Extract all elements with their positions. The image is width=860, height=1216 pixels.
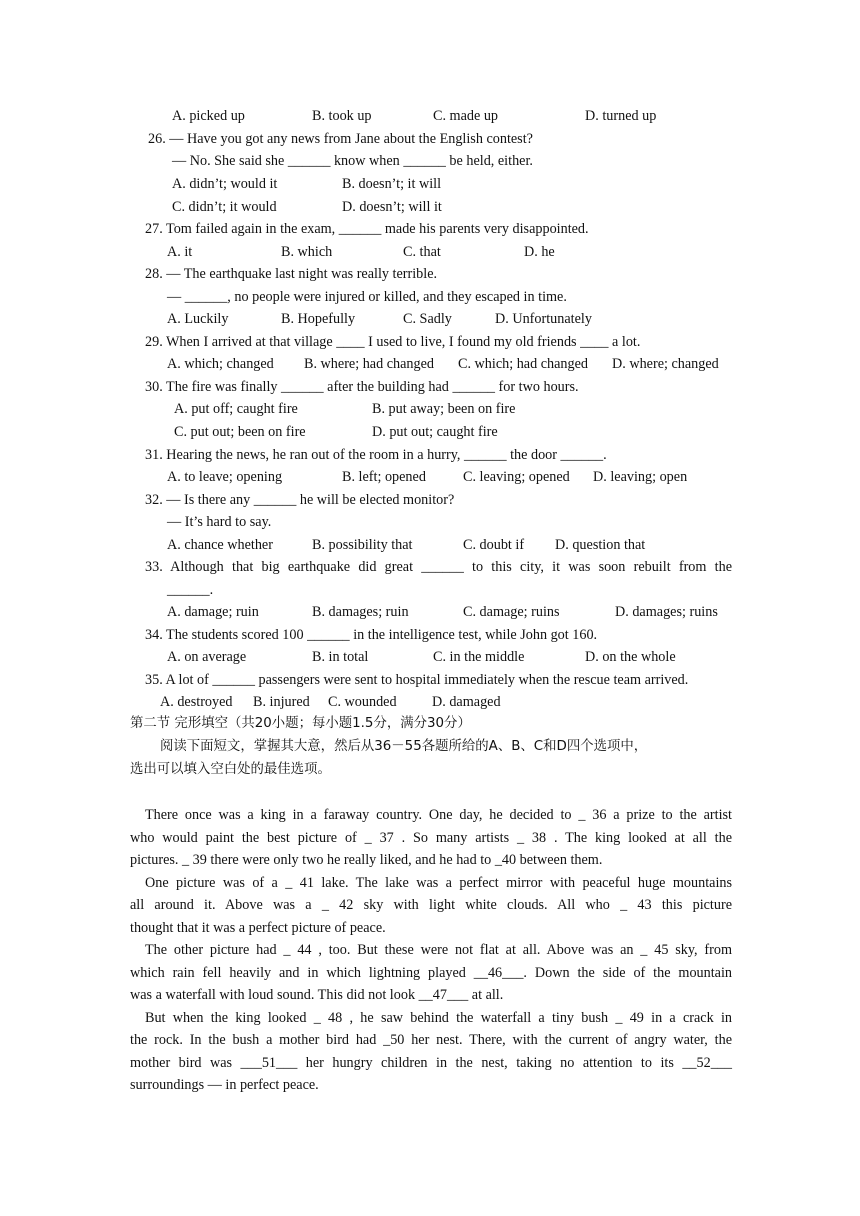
q28-stem: 28. — The earthquake last night was really terrible. xyxy=(145,266,438,282)
option-d: D. question that xyxy=(555,537,646,553)
q27-stem: 27. Tom failed again in the exam, ______ made his parents very disappointed. xyxy=(145,221,589,237)
option-c: C. which; had changed xyxy=(458,356,589,372)
option-c: C. leaving; opened xyxy=(463,469,570,485)
q26-stem: 26. — Have you got any news from Jane about the English contest? xyxy=(148,131,533,147)
option-b: B. Hopefully xyxy=(281,311,356,327)
option-b: B. possibility that xyxy=(312,537,413,553)
option-c: C. made up xyxy=(433,108,499,124)
option-a: A. to leave; opening xyxy=(167,469,283,485)
option-d: D. turned up xyxy=(585,108,657,124)
option-a: A. picked up xyxy=(172,108,245,124)
option-a: A. Luckily xyxy=(167,311,229,327)
option-b: B. injured xyxy=(253,694,310,710)
option-c: C. wounded xyxy=(328,694,397,710)
option-a: A. it xyxy=(167,244,193,260)
q30-stem: 30. The fire was finally ______ after the building had ______ for two hours. xyxy=(145,379,579,395)
option-c: C. in the middle xyxy=(433,649,525,665)
option-b: B. which xyxy=(281,244,333,260)
option-c: C. damage; ruins xyxy=(463,604,560,620)
option-a: A. chance whether xyxy=(167,537,273,553)
q33-stem-line1: 33. Although that big earthquake did great ______ to this city, it was soon rebuilt from the xyxy=(145,559,732,575)
passage-p2-line1: One picture was of a _ 41 lake. The lake was a perfect mirror with peaceful huge mountains xyxy=(145,875,732,891)
option-d: D. damages; ruins xyxy=(615,604,718,620)
passage-p4-line4: surroundings — in perfect peace. xyxy=(130,1077,319,1093)
passage-p3-line2: which rain fell heavily and in which lightning played __46___. Down the side of the mountain xyxy=(130,965,732,981)
q26-reply: — No. She said she ______ know when ______ be held, either. xyxy=(172,153,533,169)
option-b: B. left; opened xyxy=(342,469,426,485)
option-d: D. where; changed xyxy=(612,356,719,372)
option-a: A. on average xyxy=(167,649,247,665)
passage-p2-line2: all around it. Above was a _ 42 sky with light white clouds. All who _ 43 this picture xyxy=(130,897,732,913)
option-d: D. leaving; open xyxy=(593,469,688,485)
section-instruction-line2: 选出可以填入空白处的最佳选项。 xyxy=(130,762,331,777)
option-a: A. destroyed xyxy=(160,694,233,710)
q32-reply: — It’s hard to say. xyxy=(167,514,272,530)
option-a: A. which; changed xyxy=(167,356,274,372)
q35-stem: 35. A lot of ______ passengers were sent to hospital immediately when the rescue team arrived. xyxy=(145,672,689,688)
q34-stem: 34. The students scored 100 ______ in the intelligence test, while John got 160. xyxy=(145,627,598,643)
q31-stem: 31. Hearing the news, he ran out of the room in a hurry, ______ the door ______. xyxy=(145,447,607,463)
passage-p4-line3: mother bird was ___51___ her hungry children in the nest, taking no attention to its __52___ xyxy=(130,1055,732,1071)
option-b: B. took up xyxy=(312,108,372,124)
option-c: C. that xyxy=(403,244,441,260)
option-d: D. damaged xyxy=(432,694,501,710)
option-d: D. he xyxy=(524,244,555,260)
q29-stem: 29. When I arrived at that village ____ I used to live, I found my old friends ____ a lot. xyxy=(145,334,641,350)
option-d: D. put out; caught fire xyxy=(372,424,498,440)
section-instruction-line1: 阅读下面短文，掌握其大意，然后从36－55各题所给的A、B、C和D四个选项中， xyxy=(160,739,648,754)
option-c: C. doubt if xyxy=(463,537,525,553)
option-d: D. Unfortunately xyxy=(495,311,592,327)
passage-p3-line1: The other picture had _ 44 , too. But these were not flat at all. Above was an _ 45 sky, from xyxy=(145,942,732,958)
option-c: C. put out; been on fire xyxy=(174,424,306,440)
passage-p4-line1: But when the king looked _ 48 , he saw behind the waterfall a tiny bush _ 49 in a crack in xyxy=(145,1010,732,1026)
option-b: B. put away; been on fire xyxy=(372,401,516,417)
passage-p2-line3: thought that it was a perfect picture of peace. xyxy=(130,920,386,936)
q32-stem: 32. — Is there any ______ he will be elected monitor? xyxy=(145,492,455,508)
q33-stem-line2: ______. xyxy=(167,582,214,598)
option-d: D. on the whole xyxy=(585,649,676,665)
passage-p1-line1: There once was a king in a faraway country. One day, he decided to _ 36 a prize to the artist xyxy=(145,807,732,823)
option-b: B. where; had changed xyxy=(304,356,435,372)
passage-p3-line3: was a waterfall with loud sound. This did not look __47___ at all. xyxy=(130,987,504,1003)
option-a: A. damage; ruin xyxy=(167,604,259,620)
option-c: C. didn’t; it would xyxy=(172,199,277,215)
option-a: A. put off; caught fire xyxy=(174,401,298,417)
option-b: B. in total xyxy=(312,649,369,665)
option-a: A. didn’t; would it xyxy=(172,176,278,192)
q28-reply: — ______, no people were injured or killed, and they escaped in time. xyxy=(167,289,567,305)
option-c: C. Sadly xyxy=(403,311,452,327)
option-b: B. doesn’t; it will xyxy=(342,176,442,192)
option-b: B. damages; ruin xyxy=(312,604,409,620)
section-heading: 第二节 完形填空（共20小题；每小题1.5分，满分30分） xyxy=(130,716,471,731)
passage-p1-line3: pictures. _ 39 there were only two he really liked, and he had to _40 between them. xyxy=(130,852,603,868)
passage-p4-line2: the rock. In the bush a mother bird had _50 her nest. There, with the current of angry water, the xyxy=(130,1032,732,1048)
passage-p1-line2: who would paint the best picture of _ 37 . So many artists _ 38 . The king looked at all the xyxy=(130,830,732,846)
option-d: D. doesn’t; will it xyxy=(342,199,442,215)
